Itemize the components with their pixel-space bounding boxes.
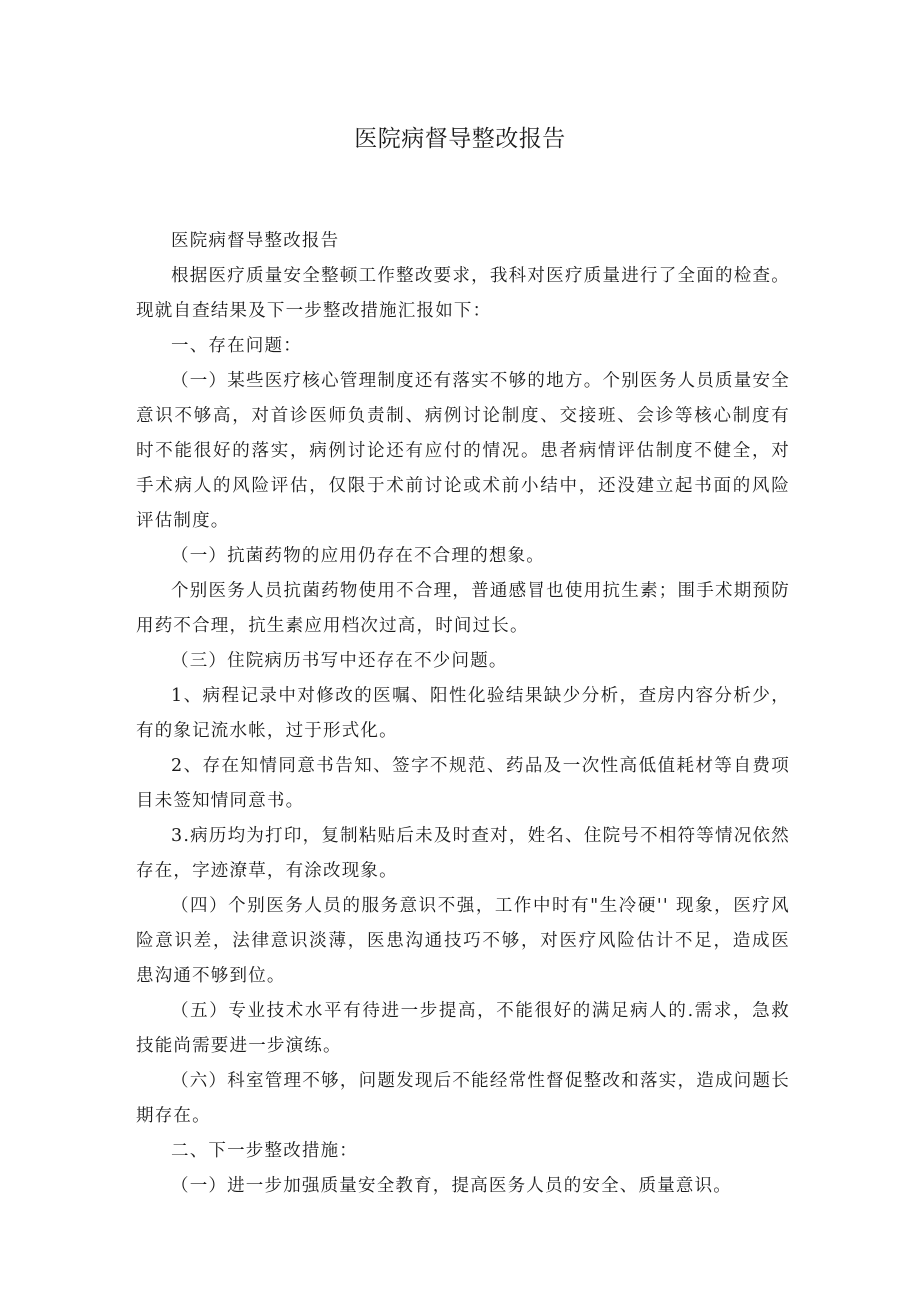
- section-heading-measures: 二、下一步整改措施：: [171, 1141, 358, 1161]
- document-body: [136, 224, 790, 1204]
- paragraph-problem-1: （一）某些医疗核心管理制度还有落实不够的地方。个别医务人员质量安全意识不够高，对首诊医师负责制、病例讨论制度、交接班、会诊等核心制度有时不能很好的落实，病例讨论还有应付的情况。患者病情评估制度不健全，对手术病人的风险评估，仅限于术前讨论或术前小结中，还没建立起书面的风险评估制度。: [136, 371, 790, 531]
- section-heading-problems: 一、存在问题：: [171, 336, 302, 356]
- paragraph-problem-5: （五）专业技术水平有待进一步提高，不能很好的满足病人的.需求，急救技能尚需要进一步演练。: [136, 1001, 790, 1056]
- paragraph-intro: 根据医疗质量安全整顿工作整改要求，我科对医疗质量进行了全面的检查。现就自查结果及下一步整改措施汇报如下：: [136, 266, 790, 321]
- paragraph-problem-3-heading: （三）住院病历书写中还存在不少问题。: [171, 651, 508, 671]
- paragraph-problem-2-detail: 个别医务人员抗菌药物使用不合理，普通感冒也使用抗生素；围手术期预防用药不合理，抗生素应用档次过高，时间过长。: [136, 581, 790, 636]
- paragraph-problem-4: （四）个别医务人员的服务意识不强，工作中时有"生冷硬'' 现象，医疗风险意识差，法律意识淡薄，医患沟通技巧不够，对医疗风险估计不足，造成医患沟通不够到位。: [136, 896, 790, 986]
- document-title: 医院病督导整改报告: [354, 126, 566, 152]
- paragraph-problem-6: （六）科室管理不够，问题发现后不能经常性督促整改和落实，造成问题长期存在。: [136, 1071, 790, 1126]
- paragraph-problem-2-heading: （一）抗菌药物的应用仍存在不合理的想象。: [171, 546, 545, 566]
- paragraph-problem-3-item-1: 1、病程记录中对修改的医嘱、阳性化验结果缺少分析，查房内容分析少，有的象记流水帐，过于形式化。: [136, 686, 790, 741]
- paragraph-measure-1: （一）进一步加强质量安全教育，提高医务人员的安全、质量意识。: [171, 1176, 732, 1196]
- paragraph-problem-3-item-3: 3.病历均为打印，复制粘贴后未及时查对，姓名、住院号不相符等情况依然存在，字迹潦草，有涂改现象。: [136, 826, 790, 881]
- paragraph-problem-3-item-2: 2、存在知情同意书告知、签字不规范、药品及一次性高低值耗材等自费项目未签知情同意书。: [136, 756, 790, 811]
- paragraph-subtitle: 医院病督导整改报告: [171, 231, 340, 251]
